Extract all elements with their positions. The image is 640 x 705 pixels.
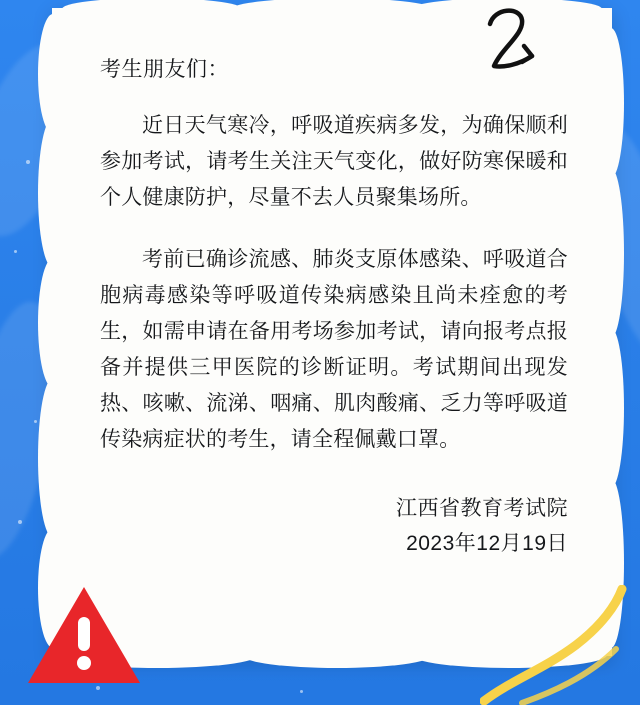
salutation: 考生朋友们： bbox=[100, 58, 229, 81]
background-dot bbox=[14, 250, 17, 253]
background-dot bbox=[26, 160, 30, 164]
notice-paragraph-1: 近日天气寒冷，呼吸道疾病多发，为确保顺利参加考试，请考生关注天气变化，做好防寒保暖和个人健康防护，尽量不去人员聚集场所。 bbox=[100, 113, 568, 209]
background-dot bbox=[18, 520, 22, 524]
signature-block bbox=[100, 492, 568, 561]
signature-date: 2023年12月19日 bbox=[406, 532, 568, 556]
warning-triangle-icon bbox=[24, 583, 144, 687]
background-dot bbox=[300, 690, 303, 693]
signature-organization: 江西省教育考试院 bbox=[396, 497, 568, 521]
notice-paragraph-2: 考前已确诊流感、肺炎支原体感染、呼吸道合胞病毒感染等呼吸道传染病感染且尚未痊愈的考生，如需申请在备用考场参加考试，请向报考点报备并提供三甲医院的诊断证明。考试期间出现发热、咳嗽、流涕、咽痛、肌肉酸痛、乏力等呼吸道传染病症状的考生，请全程佩戴口罩。 bbox=[100, 247, 568, 452]
notice-body bbox=[52, 8, 612, 656]
background-dot bbox=[34, 420, 37, 423]
notice-paper bbox=[52, 8, 612, 656]
